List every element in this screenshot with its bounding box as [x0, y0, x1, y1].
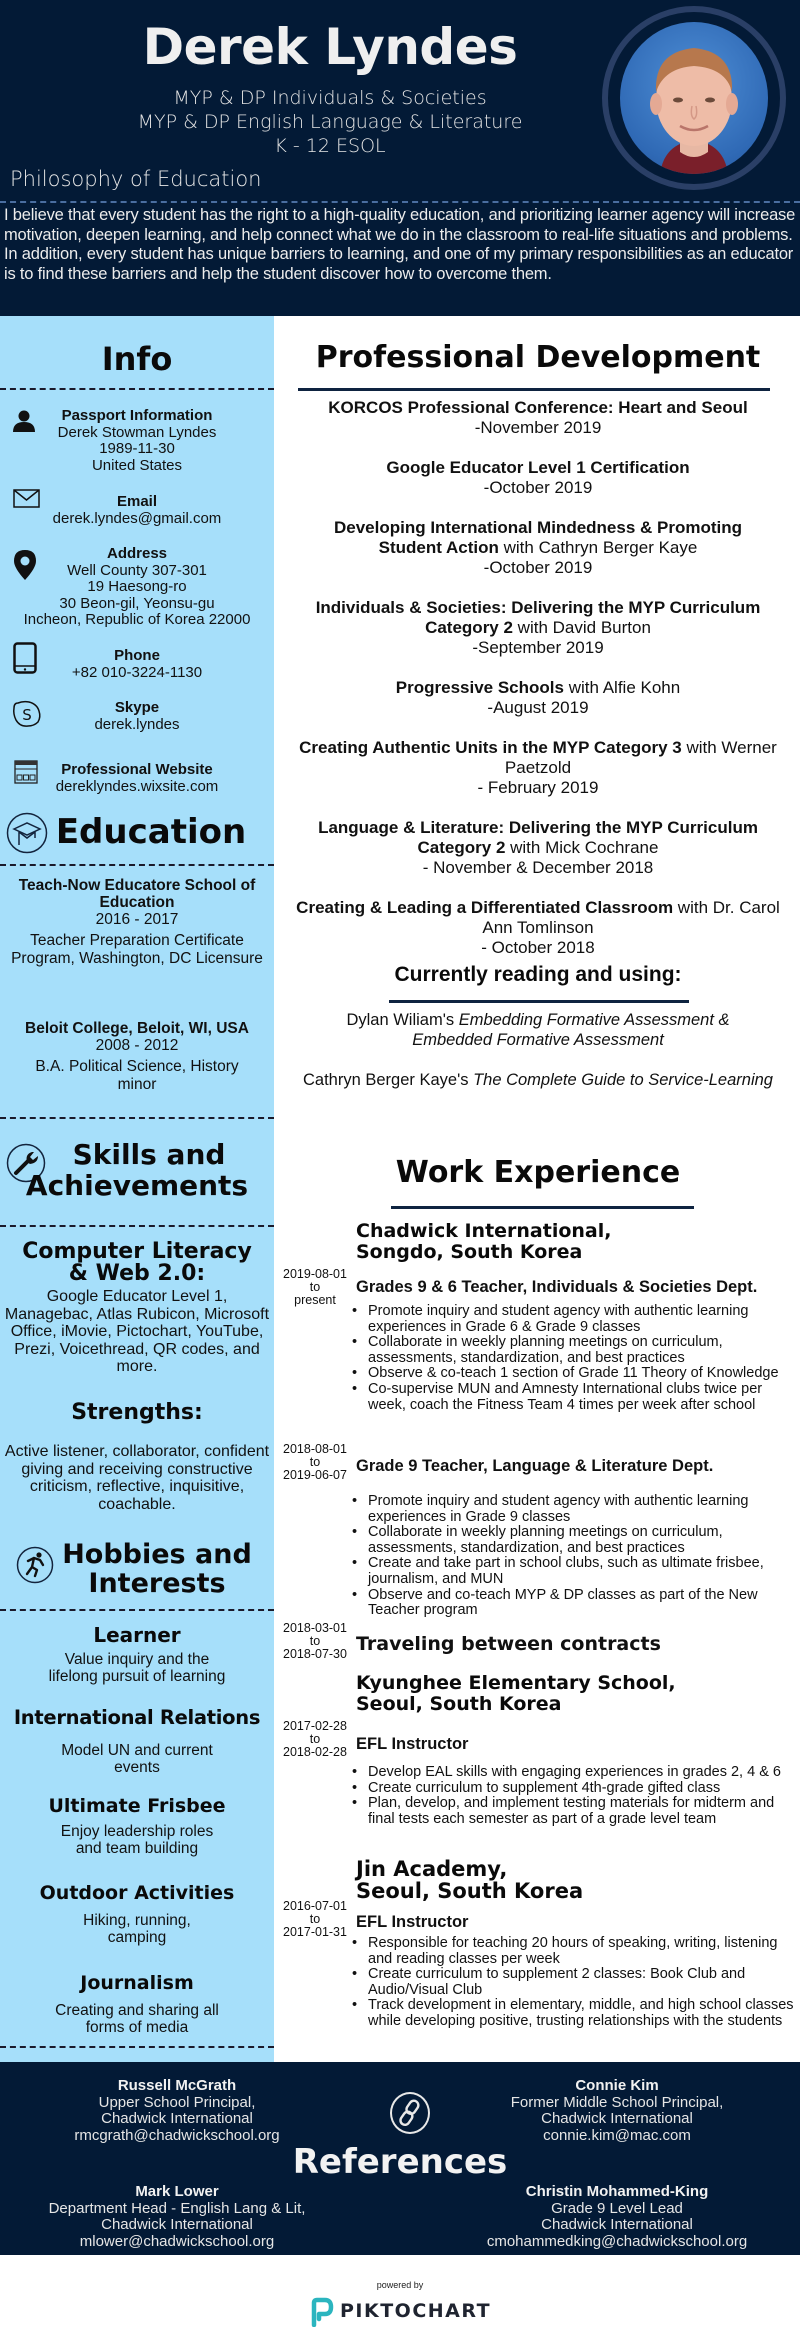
reference-card: [12, 2184, 342, 2250]
reference-card: [452, 2078, 782, 2144]
list-item: • Track development in elementary, middle, and high school classes while developing positive, trusting relationships with the students: [352, 1998, 796, 2029]
list-item: • Create curriculum to supplement 4th-grade gifted class: [352, 1781, 796, 1797]
pd-title: Developing International Mindedness & Promoting Student Action: [333, 518, 743, 557]
job-title: Traveling between contracts: [356, 1633, 661, 1655]
reference-org: Chadwick International: [101, 2110, 253, 2127]
info-value: 19 Haesong-ro: [87, 578, 187, 595]
job-title: Grades 9 & 6 Teacher, Individuals & Societies Dept.: [356, 1278, 758, 1296]
work-experience-heading: Work Experience: [395, 1155, 681, 1190]
employer-location: Seoul, South Korea: [356, 1693, 562, 1715]
list-item: • Promote inquiry and student agency with authentic learning experiences in Grade 9 classes: [352, 1494, 796, 1525]
reference-org: Chadwick International: [541, 2216, 693, 2233]
subtitle: MYP & DP Individuals & Societies: [173, 87, 487, 109]
reference-org: Chadwick International: [541, 2110, 693, 2127]
subtitles: [0, 86, 660, 158]
list-item: • Develop EAL skills with engaging experiences in grades 2, 4 & 6: [352, 1765, 796, 1781]
list-item: • Promote inquiry and student agency with authentic learning experiences in Grade 6 & Grade 9 classes: [352, 1304, 796, 1335]
strengths-text: Active listener, collaborator, confident giving and receiving constructive criticism, reflective, inquisitive, coachable.: [4, 1443, 270, 1513]
skills-heading: [24, 1140, 274, 1170]
pd-presenter: with David Burton: [512, 618, 651, 637]
philosophy-text: I believe that every student has the right to a high-quality education, and prioritizing learner agency will increase motivation, deepen learning, and help connect what we do in the classroom to real-life situations and problems. In addition, every student has unique barriers to learning, and one of my primary responsibilities as an educator is to find these barriers and help the student discover how to overcome them.: [4, 206, 796, 283]
education-detail: B.A. Political Science, History minor: [35, 1058, 239, 1093]
info-value: derek.lyndes: [94, 715, 180, 733]
strengths-heading: Strengths:: [71, 1400, 203, 1425]
reference-name: Mark Lower: [135, 2183, 219, 2200]
skills-heading-line: Skills and: [72, 1138, 226, 1171]
heading-underline: [298, 388, 770, 391]
pd-item: [282, 598, 794, 658]
reference-email[interactable]: cmohammedking@chadwickschool.org: [486, 2232, 748, 2250]
list-item: • Observe & co-teach 1 section of Grade 11 Theory of Knowledge: [352, 1366, 796, 1382]
profile-photo: [620, 22, 768, 174]
reference-card: [12, 2078, 342, 2144]
pd-presenter: with Mick Cochrane: [505, 838, 659, 857]
header: [0, 0, 800, 316]
info-heading: Info: [101, 340, 173, 378]
pd-date: -October 2019: [483, 558, 593, 577]
reference-role: Former Middle School Principal,: [510, 2093, 724, 2111]
svg-text:S: S: [22, 706, 32, 724]
computer-literacy-heading-line: & Web 2.0:: [68, 1261, 206, 1286]
computer-literacy-text: Google Educator Level 1, Managebac, Atlas Rubicon, Microsoft Office, iMovie, Pictochart, YouTube, Prezi, Voicethread, QR codes, and more.: [4, 1288, 270, 1376]
reading-item: [282, 1070, 794, 1090]
job-duties: [352, 1304, 796, 1413]
hobby-text: Value inquiry and the lifelong pursuit of learning: [48, 1651, 226, 1685]
pd-title: Progressive Schools: [395, 678, 564, 697]
pd-item: [282, 738, 794, 798]
pd-title: Creating & Leading a Differentiated Classroom: [296, 898, 674, 917]
education-item: [0, 1020, 274, 1093]
date-to-word: to: [309, 1634, 321, 1648]
education-heading: Education: [55, 812, 247, 852]
pd-date: - November & December 2018: [422, 858, 654, 877]
pd-presenter: with Cathryn Berger Kaye: [498, 538, 698, 557]
pd-date: -September 2019: [472, 638, 604, 657]
info-value: United States: [91, 456, 183, 474]
info-email: [0, 494, 274, 527]
info-phone: [0, 648, 274, 681]
list-item: • Create and take part in school clubs, such as ultimate frisbee, journalism, and MUN: [352, 1556, 796, 1587]
hobby-text: Creating and sharing all forms of media: [55, 2002, 219, 2036]
powered-by-label: powered by: [376, 2280, 424, 2290]
reading-title: The Complete Guide to Service-Learning: [473, 1071, 773, 1089]
hobby-text: Model UN and current events: [61, 1742, 213, 1776]
date-from: 2016-07-01: [283, 1899, 347, 1913]
reference-role: Grade 9 Level Lead: [551, 2199, 683, 2217]
link-icon: [390, 2092, 430, 2134]
pd-presenter: with Alfie Kohn: [563, 678, 681, 697]
date-range: [273, 1268, 357, 1307]
divider: [0, 864, 274, 866]
piktochart-wordmark: PIKTOCHART: [340, 2300, 492, 2322]
date-to-word: to: [309, 1455, 321, 1469]
employer-name: Chadwick International,: [356, 1220, 612, 1242]
pd-date: -August 2019: [487, 698, 589, 717]
references-section: [0, 2062, 800, 2255]
pd-title: Individuals & Societies: Delivering the MYP Curriculum Category 2: [315, 598, 761, 637]
info-label: Professional Website: [61, 761, 213, 778]
hobby-text: Enjoy leadership roles and team building: [60, 1823, 214, 1857]
job-title: EFL Instructor: [356, 1735, 469, 1753]
pd-presenter: with Dr. Carol Ann Tomlinson: [482, 898, 780, 937]
reference-email[interactable]: mlower@chadwickschool.org: [79, 2232, 275, 2250]
info-value: 1989-11-30: [99, 440, 175, 457]
pd-item: [282, 678, 794, 718]
employer-location: Seoul, South Korea: [356, 1879, 584, 1903]
pd-title: Creating Authentic Units in the MYP Category 3: [299, 738, 682, 757]
portrait-illustration: [620, 22, 768, 174]
reading-author: Cathryn Berger Kaye's: [303, 1071, 474, 1089]
date-range: [273, 1622, 357, 1661]
date-from: 2019-08-01: [283, 1267, 347, 1281]
philosophy-heading: Philosophy of Education: [10, 167, 262, 191]
divider: [0, 388, 274, 390]
date-from: 2018-08-01: [283, 1442, 347, 1456]
pd-item: [282, 518, 794, 578]
education-item: [0, 877, 274, 967]
list-item: • Observe and co-teach MYP & DP classes as part of the New Teacher program: [352, 1588, 796, 1619]
piktochart-logo-icon: [310, 2297, 334, 2327]
date-to-word: to: [309, 1280, 321, 1294]
education-years: 2016 - 2017: [95, 911, 179, 928]
education-school: Beloit College, Beloit, WI, USA: [25, 1020, 249, 1037]
computer-literacy-heading-line: Computer Literacy: [22, 1239, 252, 1264]
divider: [0, 2046, 274, 2048]
info-label: Skype: [114, 699, 160, 716]
hobby-text: Hiking, running, camping: [83, 1912, 191, 1946]
hobbies-heading: [40, 1540, 274, 1598]
date-from: 2017-02-28: [283, 1719, 347, 1733]
info-value[interactable]: derek.lyndes@gmail.com: [52, 509, 222, 527]
hobby-title: Outdoor Activities: [39, 1882, 235, 1904]
employer-name: Jin Academy,: [356, 1857, 508, 1881]
employer-name: Kyunghee Elementary School,: [356, 1672, 676, 1694]
computer-literacy-heading: [0, 1241, 274, 1285]
pd-item: [282, 818, 794, 878]
profile-photo-frame: [602, 6, 786, 190]
date-range: [273, 1900, 357, 1939]
pd-item: [282, 898, 794, 958]
reading-author: Dylan Wiliam's: [346, 1011, 459, 1029]
reference-card: [452, 2184, 782, 2250]
pd-item: [282, 458, 794, 498]
reference-role: Department Head - English Lang & Lit,: [48, 2199, 306, 2217]
divider: [0, 1609, 274, 1611]
job-duties: [352, 1494, 796, 1619]
employer-location: Songdo, South Korea: [356, 1241, 583, 1263]
employer: [356, 1221, 611, 1263]
info-address: [0, 546, 274, 629]
subtitle: K - 12 ESOL: [274, 135, 386, 157]
pd-title: KORCOS Professional Conference: Heart and Seoul: [328, 398, 748, 417]
info-value: 30 Beon-gil, Yeonsu-gu: [59, 594, 215, 612]
job-title: Grade 9 Teacher, Language & Literature Dept.: [356, 1457, 714, 1475]
list-item: • Co-supervise MUN and Amnesty International clubs twice per week, coach the Fitness Team 4 times per week after school: [352, 1382, 796, 1413]
reading-item: [282, 1010, 794, 1050]
info-label: Address: [106, 545, 168, 562]
subtitle: MYP & DP English Language & Literature: [137, 111, 523, 133]
reading-title: Embedding Formative Assessment & Embedded Formative Assessment: [412, 1011, 730, 1049]
info-website: [0, 762, 274, 795]
info-skype: [0, 700, 274, 733]
list-item: • Collaborate in weekly planning meetings on curriculum, assessments, standardization, and best practices: [352, 1335, 796, 1366]
reference-name: Connie Kim: [575, 2077, 659, 2094]
date-to-word: to: [309, 1912, 321, 1926]
date-to: 2018-07-30: [283, 1647, 347, 1661]
info-label: Phone: [114, 647, 160, 664]
list-item: • Plan, develop, and implement testing materials for midterm and final tests each semester as part of a grade level team: [352, 1796, 796, 1827]
pd-presenter: with Werner Paetzold: [504, 738, 777, 777]
job-duties: [352, 1765, 796, 1827]
info-value: Incheon, Republic of Korea 22000: [23, 611, 251, 628]
pd-title: Language & Literature: Delivering the MYP Curriculum Category 2: [318, 818, 758, 857]
pd-date: -November 2019: [474, 418, 602, 437]
reading-heading: Currently reading and using:: [394, 963, 682, 986]
references-heading: References: [292, 2142, 508, 2182]
reference-name: Christin Mohammed-King: [525, 2183, 709, 2200]
chain-link-glyph: [392, 2094, 428, 2132]
info-passport: [0, 408, 274, 474]
hobby-title: Journalism: [80, 1972, 194, 1994]
reference-email[interactable]: rmcgrath@chadwickschool.org: [74, 2126, 280, 2144]
hobbies-heading-line: Hobbies and: [62, 1539, 252, 1570]
info-value[interactable]: dereklyndes.wixsite.com: [55, 777, 219, 795]
professional-development-heading: Professional Development: [315, 340, 761, 375]
education-school: Teach-Now Educatore School of Education: [18, 877, 256, 911]
employer: [356, 1673, 676, 1715]
reference-name: Russell McGrath: [117, 2077, 237, 2094]
date-from: 2018-03-01: [283, 1621, 347, 1635]
pd-title: Google Educator Level 1 Certification: [386, 458, 690, 477]
pd-date: -October 2019: [483, 478, 593, 497]
heading-underline: [391, 1206, 694, 1209]
date-to: 2018-02-28: [283, 1745, 347, 1759]
date-to: present: [294, 1293, 336, 1307]
pd-date: - October 2018: [481, 938, 595, 957]
list-item: • Responsible for teaching 20 hours of speaking, writing, listening and reading classes per week: [352, 1936, 796, 1967]
info-value: Well County 307-301: [67, 561, 207, 579]
date-to: 2017-01-31: [283, 1925, 347, 1939]
date-range: [273, 1443, 357, 1482]
date-to-word: to: [309, 1732, 321, 1746]
divider: [0, 1225, 274, 1227]
hobbies-heading-line: Interests: [88, 1568, 226, 1599]
list-item: • Collaborate in weekly planning meetings on curriculum, assessments, standardization, and best practices: [352, 1525, 796, 1556]
page-title: Derek Lyndes: [142, 18, 518, 76]
job-duties: [352, 1936, 796, 2030]
list-item: • Create curriculum to supplement 2 classes: Book Club and Audio/Visual Club: [352, 1967, 796, 1998]
heading-underline: [389, 1000, 689, 1003]
pd-date: - February 2019: [477, 778, 599, 797]
reference-role: Upper School Principal,: [98, 2093, 256, 2111]
employer: [356, 1858, 583, 1902]
date-range: [273, 1720, 357, 1759]
reference-email[interactable]: connie.kim@mac.com: [543, 2126, 691, 2144]
date-to: 2019-06-07: [283, 1468, 347, 1482]
hobby-title: International Relations: [13, 1706, 261, 1729]
divider: [0, 201, 800, 203]
hobby-title: Ultimate Frisbee: [48, 1795, 226, 1817]
info-value: Derek Stowman Lyndes: [57, 423, 217, 441]
pd-item: [282, 398, 794, 438]
job-title: EFL Instructor: [356, 1913, 469, 1931]
info-value: +82 010-3224-1130: [71, 663, 203, 681]
divider: [0, 1117, 274, 1119]
hobby-title: Learner: [93, 1623, 181, 1647]
skills-heading-line: Achievements: [25, 1169, 249, 1202]
piktochart-logo[interactable]: [310, 2297, 490, 2327]
education-years: 2008 - 2012: [95, 1037, 179, 1054]
info-label: Passport Information: [61, 407, 213, 424]
info-label: Email: [116, 493, 158, 510]
education-detail: Teacher Preparation Certificate Program, Washington, DC Licensure: [11, 932, 263, 967]
reference-org: Chadwick International: [101, 2216, 253, 2233]
